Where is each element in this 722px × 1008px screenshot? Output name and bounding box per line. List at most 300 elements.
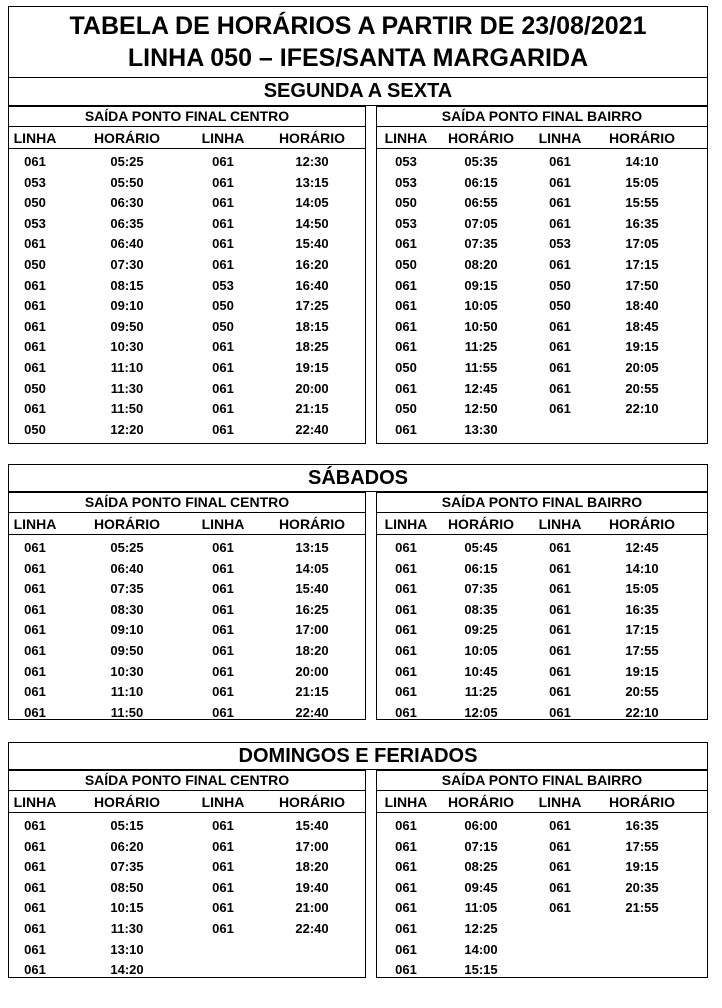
departure-time: 18:15 <box>295 318 329 334</box>
table-row <box>377 315 707 336</box>
line-number: 061 <box>212 256 234 272</box>
line-number: 061 <box>549 174 571 190</box>
line-number: 053 <box>395 215 417 231</box>
departure-time: 17:00 <box>295 838 329 854</box>
rows-container <box>9 535 365 721</box>
departure-time: 20:05 <box>625 359 659 375</box>
rows-container <box>9 813 365 979</box>
line-number: 061 <box>395 838 417 854</box>
line-number: 061 <box>549 663 571 679</box>
col-linha-header: LINHA <box>201 130 245 146</box>
table-row <box>9 212 365 233</box>
departure-time: 17:25 <box>295 298 329 314</box>
line-number: 061 <box>212 879 234 895</box>
col-linha-header: LINHA <box>384 516 428 532</box>
line-number: 061 <box>549 818 571 833</box>
line-number: 061 <box>212 174 234 190</box>
departure-time: 10:05 <box>464 642 498 658</box>
col-linha-header: LINHA <box>201 794 245 810</box>
departure-time: 05:25 <box>110 540 144 555</box>
line-number: 061 <box>24 684 46 700</box>
col-horario-header: HORÁRIO <box>278 130 346 146</box>
line-number: 061 <box>395 684 417 700</box>
panel-centro <box>8 106 366 444</box>
table-row <box>377 150 707 171</box>
line-number: 050 <box>549 277 571 293</box>
line-number: 050 <box>395 195 417 211</box>
departure-time: 15:40 <box>295 236 329 252</box>
departure-time: 10:30 <box>110 339 144 355</box>
col-horario-header: HORÁRIO <box>93 794 161 810</box>
departure-time: 10:05 <box>464 298 498 314</box>
line-number: 061 <box>395 962 417 978</box>
table-row <box>377 639 707 660</box>
line-number: 061 <box>24 622 46 638</box>
col-linha-header: LINHA <box>538 130 582 146</box>
line-number: 061 <box>395 560 417 576</box>
col-horario-header: HORÁRIO <box>278 516 346 532</box>
departure-time: 10:50 <box>464 318 498 334</box>
table-row <box>9 191 365 212</box>
departure-time: 13:30 <box>464 421 498 437</box>
line-number: 061 <box>549 838 571 854</box>
line-number: 061 <box>549 540 571 555</box>
table-row <box>377 274 707 295</box>
line-number: 061 <box>395 421 417 437</box>
column-header-row <box>9 791 365 813</box>
col-horario-header: HORÁRIO <box>608 794 676 810</box>
col-linha-header: LINHA <box>384 794 428 810</box>
departure-time: 12:25 <box>464 920 498 936</box>
departure-time: 14:05 <box>295 195 329 211</box>
table-row <box>9 171 365 192</box>
departure-time: 15:40 <box>295 581 329 597</box>
departure-time: 17:15 <box>625 622 659 638</box>
table-row <box>377 701 707 722</box>
line-number: 061 <box>395 581 417 597</box>
departure-time: 17:55 <box>625 838 659 854</box>
line-number: 061 <box>549 601 571 617</box>
departure-time: 22:10 <box>625 401 659 417</box>
line-number: 061 <box>549 581 571 597</box>
line-number: 061 <box>24 581 46 597</box>
table-row <box>377 577 707 598</box>
table-row <box>9 958 365 979</box>
col-linha-header: LINHA <box>13 794 57 810</box>
departure-time: 16:25 <box>295 601 329 617</box>
departure-time: 11:30 <box>110 380 144 396</box>
line-number: 061 <box>549 401 571 417</box>
panel-centro <box>8 492 366 720</box>
table-row <box>377 377 707 398</box>
line-number: 050 <box>395 359 417 375</box>
line-number: 061 <box>24 962 46 978</box>
departure-time: 17:15 <box>625 256 659 272</box>
departure-time: 05:50 <box>110 174 144 190</box>
line-number: 050 <box>395 401 417 417</box>
line-number: 050 <box>212 318 234 334</box>
line-number: 061 <box>395 900 417 916</box>
line-number: 061 <box>212 215 234 231</box>
panel-title: SAÍDA PONTO FINAL CENTRO <box>9 493 365 513</box>
col-horario-header: HORÁRIO <box>278 794 346 810</box>
departure-time: 11:50 <box>110 401 144 417</box>
line-number: 061 <box>212 540 234 555</box>
col-horario-header: HORÁRIO <box>447 516 515 532</box>
line-number: 050 <box>549 298 571 314</box>
departure-time: 07:30 <box>110 256 144 272</box>
panel-bairro <box>376 106 708 444</box>
table-row <box>377 835 707 856</box>
departure-time: 06:20 <box>110 838 144 854</box>
line-number: 061 <box>212 380 234 396</box>
departure-time: 12:50 <box>464 401 498 417</box>
table-row <box>9 397 365 418</box>
line-number: 061 <box>212 421 234 437</box>
table-row <box>377 418 707 439</box>
departure-time: 06:55 <box>464 195 498 211</box>
departure-time: 14:00 <box>464 941 498 957</box>
departure-time: 08:25 <box>464 859 498 875</box>
departure-time: 06:00 <box>464 818 498 833</box>
panel-title: SAÍDA PONTO FINAL BAIRRO <box>377 493 707 513</box>
line-number: 061 <box>395 663 417 679</box>
departure-time: 20:55 <box>625 684 659 700</box>
departure-time: 16:20 <box>295 256 329 272</box>
col-linha-header: LINHA <box>538 794 582 810</box>
table-row <box>377 938 707 959</box>
line-number: 061 <box>549 859 571 875</box>
table-row <box>377 536 707 557</box>
departure-time: 11:25 <box>464 684 498 700</box>
line-number: 061 <box>549 154 571 169</box>
line-number: 061 <box>24 900 46 916</box>
line-number: 061 <box>395 540 417 555</box>
table-row <box>9 557 365 578</box>
line-number: 053 <box>395 174 417 190</box>
departure-time: 11:30 <box>110 920 144 936</box>
departure-time: 09:15 <box>464 277 498 293</box>
table-row <box>377 335 707 356</box>
line-number: 061 <box>24 318 46 334</box>
line-number: 061 <box>24 601 46 617</box>
col-linha-header: LINHA <box>13 130 57 146</box>
departure-time: 19:15 <box>625 859 659 875</box>
header-subtitle: LINHA 050 – IFES/SANTA MARGARIDA <box>127 44 589 72</box>
table-row <box>9 660 365 681</box>
line-number: 061 <box>549 900 571 916</box>
departure-time: 16:35 <box>625 601 659 617</box>
line-number: 061 <box>212 339 234 355</box>
line-number: 061 <box>395 920 417 936</box>
departure-time: 10:15 <box>110 900 144 916</box>
rows-container <box>377 149 707 438</box>
departure-time: 20:00 <box>295 663 329 679</box>
line-number: 061 <box>24 298 46 314</box>
table-row <box>9 150 365 171</box>
panel-title: SAÍDA PONTO FINAL BAIRRO <box>377 107 707 127</box>
departure-time: 06:40 <box>110 560 144 576</box>
line-number: 061 <box>395 704 417 720</box>
departure-time: 14:10 <box>625 560 659 576</box>
section-saturdays <box>8 464 708 720</box>
line-number: 061 <box>212 154 234 169</box>
departure-time: 16:40 <box>295 277 329 293</box>
table-row <box>9 639 365 660</box>
table-row <box>9 598 365 619</box>
departure-time: 05:35 <box>464 154 498 169</box>
departure-time: 08:50 <box>110 879 144 895</box>
departure-time: 11:05 <box>464 900 498 916</box>
line-number: 061 <box>24 879 46 895</box>
departure-time: 07:35 <box>110 859 144 875</box>
table-row <box>377 212 707 233</box>
departure-time: 22:40 <box>295 421 329 437</box>
line-number: 061 <box>549 704 571 720</box>
table-row <box>9 876 365 897</box>
line-number: 061 <box>24 560 46 576</box>
table-row <box>9 855 365 876</box>
departure-time: 11:50 <box>110 704 144 720</box>
departure-time: 15:05 <box>625 174 659 190</box>
line-number: 061 <box>212 359 234 375</box>
departure-time: 15:55 <box>625 195 659 211</box>
departure-time: 15:15 <box>464 962 498 978</box>
line-number: 053 <box>395 154 417 169</box>
section-title: DOMINGOS E FERIADOS <box>8 742 708 770</box>
col-horario-header: HORÁRIO <box>608 130 676 146</box>
panel-title: SAÍDA PONTO FINAL CENTRO <box>9 771 365 791</box>
line-number: 061 <box>24 838 46 854</box>
departure-time: 17:00 <box>295 622 329 638</box>
panel-title: SAÍDA PONTO FINAL CENTRO <box>9 107 365 127</box>
line-number: 061 <box>212 818 234 833</box>
departure-time: 19:15 <box>625 663 659 679</box>
line-number: 061 <box>549 256 571 272</box>
line-number: 061 <box>395 601 417 617</box>
section-weekdays <box>8 78 708 444</box>
col-horario-header: HORÁRIO <box>93 130 161 146</box>
departure-time: 12:45 <box>464 380 498 396</box>
departure-time: 20:55 <box>625 380 659 396</box>
departure-time: 16:35 <box>625 215 659 231</box>
line-number: 050 <box>395 256 417 272</box>
departure-time: 09:50 <box>110 318 144 334</box>
column-header-row <box>377 127 707 149</box>
column-header-row <box>377 513 707 535</box>
table-row <box>377 557 707 578</box>
table-row <box>377 855 707 876</box>
panel-centro <box>8 770 366 978</box>
departure-time: 18:40 <box>625 298 659 314</box>
line-number: 061 <box>212 704 234 720</box>
departure-time: 07:15 <box>464 838 498 854</box>
departure-time: 08:30 <box>110 601 144 617</box>
line-number: 061 <box>549 879 571 895</box>
line-number: 061 <box>395 818 417 833</box>
col-linha-header: LINHA <box>13 516 57 532</box>
departure-time: 12:20 <box>110 421 144 437</box>
line-number: 061 <box>212 581 234 597</box>
departure-time: 06:35 <box>110 215 144 231</box>
table-row <box>377 660 707 681</box>
departure-time: 12:45 <box>625 540 659 555</box>
table-row <box>9 294 365 315</box>
table-row <box>9 577 365 598</box>
line-number: 053 <box>212 277 234 293</box>
col-horario-header: HORÁRIO <box>447 794 515 810</box>
departure-time: 21:15 <box>295 684 329 700</box>
table-row <box>9 356 365 377</box>
departure-time: 18:20 <box>295 859 329 875</box>
departure-time: 21:00 <box>295 900 329 916</box>
line-number: 061 <box>395 879 417 895</box>
departure-time: 22:10 <box>625 704 659 720</box>
section-sundays-holidays <box>8 742 708 978</box>
line-number: 061 <box>395 941 417 957</box>
line-number: 061 <box>395 277 417 293</box>
line-number: 061 <box>24 339 46 355</box>
table-row <box>9 274 365 295</box>
rows-container <box>377 813 707 979</box>
line-number: 061 <box>395 380 417 396</box>
departure-time: 12:05 <box>464 704 498 720</box>
panel-bairro <box>376 492 708 720</box>
line-number: 061 <box>24 920 46 936</box>
departure-time: 22:40 <box>295 704 329 720</box>
table-row <box>9 701 365 722</box>
panel-bairro <box>376 770 708 978</box>
line-number: 061 <box>24 663 46 679</box>
table-row <box>9 253 365 274</box>
panel-title: SAÍDA PONTO FINAL BAIRRO <box>377 771 707 791</box>
table-row <box>377 618 707 639</box>
departure-time: 13:10 <box>110 941 144 957</box>
departure-time: 19:15 <box>295 359 329 375</box>
departure-time: 09:45 <box>464 879 498 895</box>
line-number: 061 <box>24 277 46 293</box>
departure-time: 07:35 <box>464 236 498 252</box>
column-header-row <box>9 127 365 149</box>
line-number: 061 <box>24 401 46 417</box>
table-row <box>9 618 365 639</box>
line-number: 061 <box>24 154 46 169</box>
line-number: 061 <box>549 195 571 211</box>
col-linha-header: LINHA <box>201 516 245 532</box>
table-row <box>377 253 707 274</box>
line-number: 053 <box>24 215 46 231</box>
line-number: 053 <box>549 236 571 252</box>
line-number: 061 <box>24 540 46 555</box>
departure-time: 07:35 <box>464 581 498 597</box>
table-row <box>377 232 707 253</box>
col-horario-header: HORÁRIO <box>93 516 161 532</box>
departure-time: 22:40 <box>295 920 329 936</box>
table-row <box>377 896 707 917</box>
line-number: 061 <box>395 236 417 252</box>
table-row <box>377 294 707 315</box>
table-row <box>9 335 365 356</box>
line-number: 061 <box>212 642 234 658</box>
line-number: 061 <box>212 401 234 417</box>
line-number: 061 <box>212 560 234 576</box>
line-number: 061 <box>24 236 46 252</box>
line-number: 061 <box>212 838 234 854</box>
departure-time: 21:55 <box>625 900 659 916</box>
table-row <box>377 171 707 192</box>
section-title: SEGUNDA A SEXTA <box>8 78 708 106</box>
table-row <box>9 814 365 835</box>
departure-time: 17:55 <box>625 642 659 658</box>
line-number: 061 <box>212 684 234 700</box>
departure-time: 10:45 <box>464 663 498 679</box>
rows-container <box>377 535 707 721</box>
section-title: SÁBADOS <box>8 464 708 492</box>
departure-time: 11:10 <box>110 359 144 375</box>
line-number: 061 <box>549 684 571 700</box>
line-number: 061 <box>212 195 234 211</box>
table-row <box>377 598 707 619</box>
table-row <box>9 938 365 959</box>
line-number: 061 <box>24 642 46 658</box>
departure-time: 18:25 <box>295 339 329 355</box>
table-row <box>377 958 707 979</box>
table-row <box>9 377 365 398</box>
col-horario-header: HORÁRIO <box>608 516 676 532</box>
line-number: 061 <box>395 339 417 355</box>
line-number: 061 <box>395 318 417 334</box>
header-title: TABELA DE HORÁRIOS A PARTIR DE 23/08/2021 <box>69 12 647 40</box>
col-linha-header: LINHA <box>384 130 428 146</box>
departure-time: 11:10 <box>110 684 144 700</box>
table-row <box>9 418 365 439</box>
table-row <box>9 680 365 701</box>
departure-time: 19:15 <box>625 339 659 355</box>
departure-time: 18:20 <box>295 642 329 658</box>
line-number: 050 <box>212 298 234 314</box>
line-number: 061 <box>395 298 417 314</box>
departure-time: 19:40 <box>295 879 329 895</box>
col-linha-header: LINHA <box>538 516 582 532</box>
line-number: 061 <box>212 601 234 617</box>
departure-time: 06:15 <box>464 174 498 190</box>
departure-time: 09:10 <box>110 622 144 638</box>
line-number: 061 <box>212 900 234 916</box>
line-number: 061 <box>395 622 417 638</box>
line-number: 061 <box>212 859 234 875</box>
departure-time: 08:35 <box>464 601 498 617</box>
departure-time: 07:35 <box>110 581 144 597</box>
departure-time: 15:40 <box>295 818 329 833</box>
table-row <box>377 356 707 377</box>
table-row <box>377 917 707 938</box>
departure-time: 12:30 <box>295 154 329 169</box>
departure-time: 13:15 <box>295 174 329 190</box>
departure-time: 14:10 <box>625 154 659 169</box>
line-number: 061 <box>212 622 234 638</box>
line-number: 050 <box>24 380 46 396</box>
table-row <box>377 191 707 212</box>
table-row <box>9 232 365 253</box>
line-number: 050 <box>24 256 46 272</box>
departure-time: 09:25 <box>464 622 498 638</box>
column-header-row <box>9 513 365 535</box>
line-number: 053 <box>24 174 46 190</box>
line-number: 061 <box>549 339 571 355</box>
table-row <box>9 917 365 938</box>
table-row <box>9 896 365 917</box>
line-number: 061 <box>24 941 46 957</box>
